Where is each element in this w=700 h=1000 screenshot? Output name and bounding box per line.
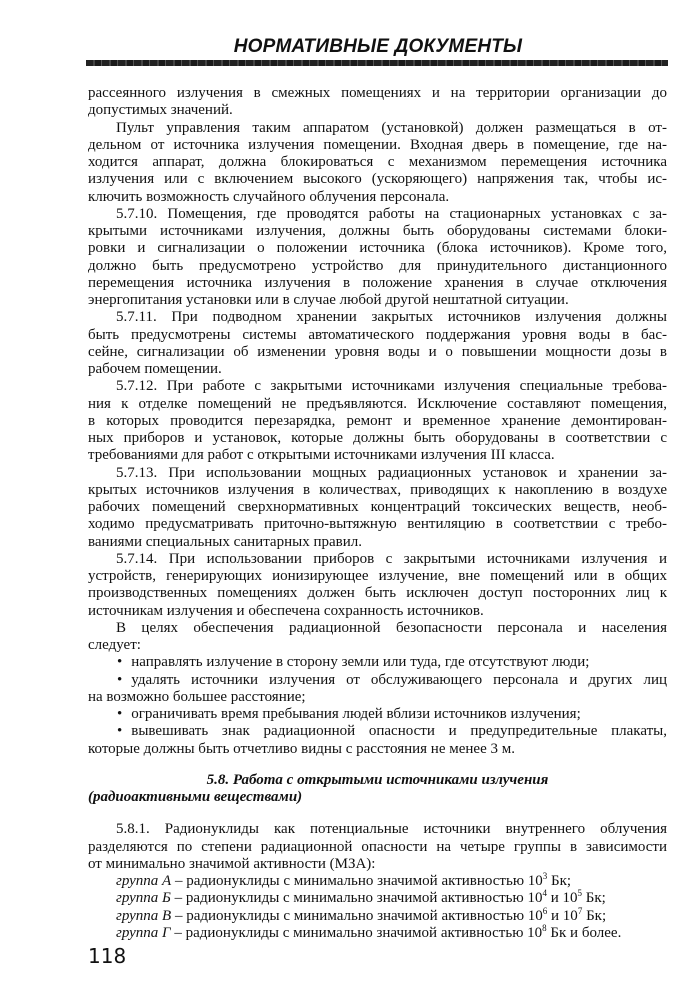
line-text: направлять излучение в сторону земли или туда, где отсутствуют люди; — [131, 654, 590, 671]
line-text: 5.7.10. Помещения, где проводятся работы на стационарных установках с за- — [116, 205, 667, 222]
text-line — [88, 637, 667, 654]
paragraph — [88, 309, 667, 378]
line-text: ходимо предусматривать приточно-вытяжную вентиляцию в соответствии с требо- — [88, 516, 667, 533]
text-line — [88, 413, 667, 430]
exponent: 5 — [577, 888, 582, 899]
line-text: дельном от источника излучения помещении. Входная дверь в помещение, где на- — [88, 136, 667, 153]
line-text: ровки и сигнализации о положении источника (блока источников). Кроме того, — [88, 240, 667, 257]
page-number: 118 — [88, 944, 127, 968]
line-text: в которых проводится перезарядка, ремонт и временное хранение демонтирован- — [88, 412, 667, 429]
line-text: производственных помещениях должен быть исключен доступ посторонних лиц к — [88, 585, 667, 602]
line-text: ключить возможность случайного облучения персонала. — [88, 188, 450, 205]
text-line — [88, 327, 667, 344]
paragraph — [88, 206, 667, 310]
text-line — [88, 85, 667, 102]
text-line — [88, 465, 667, 482]
group-text: – радионуклиды с минимально значимой активностью 10 — [170, 924, 543, 941]
running-header-title: НОРМАТИВНЫЕ ДОКУМЕНТЫ — [233, 36, 523, 57]
line-text: крытых источников излучения в количествах, приводящих к накоплению в воздухе — [88, 481, 667, 498]
group-text: – радионуклиды с минимально значимой активностью 10 — [171, 873, 543, 889]
line-text: энергопитания установки или в случае любой другой нештатной ситуации. — [88, 292, 569, 308]
text-line — [88, 275, 667, 292]
text-line — [88, 378, 667, 395]
line-text: ваниями специальных санитарных правил. — [88, 533, 362, 550]
text-line — [88, 258, 667, 275]
text-line — [88, 223, 667, 240]
paragraph — [88, 551, 667, 620]
line-text: 5.8.1. Радионуклиды как потенциальные источники внутреннего облучения — [116, 821, 667, 838]
line-text: 5.7.11. При подводном хранении закрытых источников излучения должны — [116, 309, 667, 326]
line-text: ния к отделке помещений не предъявляются. Исключение составляют помещения, — [88, 395, 667, 412]
group-text: и 10 — [547, 907, 578, 924]
text-line — [88, 430, 667, 447]
exponent: 3 — [542, 871, 548, 881]
text-line — [88, 741, 667, 758]
line-text: рассеянного излучения в смежных помещениях и на территории организации до — [88, 85, 667, 101]
paragraph — [88, 821, 667, 873]
text-line — [88, 620, 667, 637]
line-text: 5.7.14. При использовании приборов с закрытыми источниками излучения и — [116, 550, 667, 567]
group-text: и 10 — [546, 890, 578, 907]
paragraph — [88, 85, 667, 120]
line-text: 5.7.12. При работе с закрытыми источниками излучения специальные требова- — [116, 378, 667, 395]
text-line — [88, 344, 667, 361]
group-label: группа Г — [116, 924, 171, 941]
line-text: разделяются по степени радиационной опасности на четыре группы в зависимости — [88, 838, 667, 855]
line-text: Пульт управления таким аппаратом (установкой) должен размещаться в от- — [116, 119, 667, 136]
spacer — [88, 758, 667, 772]
text-line — [88, 171, 667, 188]
text-line — [88, 154, 667, 171]
line-text: ных приборов и установок, которые должны быть оборудованы в соответствии с — [88, 430, 667, 446]
paragraph — [88, 120, 667, 206]
line-text: В целях обеспечения радиационной безопасности персонала и населения — [116, 619, 667, 636]
text-line — [88, 723, 667, 740]
line-text: рабочих помещений сверхнормативных концентраций токсических веществ, необ- — [88, 499, 667, 515]
line-text: 5.8. Работа с открытыми источниками излучения — [206, 771, 549, 788]
text-line — [88, 499, 667, 516]
text-line — [88, 568, 667, 585]
bullet-item — [88, 706, 667, 723]
page-body — [88, 85, 667, 942]
line-text: 5.7.13. При использовании мощных радиационных установок и хранении за- — [116, 464, 667, 481]
group-list — [88, 873, 667, 942]
text-line — [88, 551, 667, 568]
exponent: 7 — [577, 905, 583, 916]
bullet-icon: • — [117, 671, 123, 688]
group-text: Бк; — [582, 907, 607, 924]
paragraph — [88, 378, 667, 464]
bullet-item — [88, 654, 667, 671]
line-text: ограничивать время пребывания людей вблизи источников излучения; — [131, 706, 581, 722]
line-text: (радиоактивными веществами) — [88, 789, 303, 805]
text-line — [88, 654, 667, 671]
exponent: 4 — [542, 888, 547, 899]
bullet-icon: • — [117, 654, 123, 671]
exponent: 8 — [542, 922, 547, 933]
text-line — [88, 396, 667, 413]
text-line — [88, 689, 667, 706]
heading-line — [88, 772, 667, 789]
bullet-item — [88, 672, 667, 707]
text-line — [88, 102, 667, 119]
text-line — [88, 856, 667, 873]
line-text: следует: — [88, 637, 141, 653]
paragraph — [88, 620, 667, 655]
line-text: рабочем помещении. — [88, 361, 222, 377]
line-text: источникам излучения и обеспечена сохранность источников. — [88, 602, 484, 619]
line-text: допустимых значений. — [88, 102, 233, 119]
line-text: крытыми источниками излучения, должны быть оборудованы системами блоки- — [88, 223, 667, 239]
group-label: группа А — [116, 873, 172, 889]
paragraph — [88, 465, 667, 551]
text-line — [88, 292, 667, 309]
line-text: вывешивать знак радиационной опасности и предупредительные плакаты, — [131, 723, 667, 740]
line-text: должно быть предусмотрено устройство для принудительного дистанционного — [88, 257, 667, 274]
group-text: – радионуклиды с минимально значимой активностью 10 — [170, 890, 543, 907]
text-line — [88, 120, 667, 137]
group-label: группа Б — [116, 890, 171, 907]
text-line — [88, 240, 667, 257]
line-text: ходится аппарат, должна блокироваться с механизмом перемещения источника — [88, 154, 667, 170]
text-line — [88, 482, 667, 499]
bullet-icon: • — [117, 706, 123, 722]
group-text: Бк; — [582, 890, 606, 907]
text-line — [88, 206, 667, 223]
text-line — [88, 603, 667, 620]
line-text: сейне, сигнализации об изменении уровня воды и о повышении мощности дозы в — [88, 343, 667, 360]
group-item — [88, 905, 667, 925]
spacer — [88, 806, 667, 821]
bullet-item — [88, 723, 667, 758]
group-text: Бк и более. — [546, 924, 622, 941]
text-line — [88, 189, 667, 206]
line-text: требованиями для работ с открытыми источниками излучения III класса. — [88, 447, 555, 464]
text-line — [88, 821, 667, 838]
text-line — [88, 672, 667, 689]
line-text: перемещения источника излучения в положение хранения в случае отключения — [88, 274, 667, 291]
text-line — [88, 534, 667, 551]
text-line — [88, 516, 667, 533]
text-line — [88, 137, 667, 154]
heading-line — [88, 789, 667, 806]
text-line — [88, 839, 667, 856]
group-label: группа В — [116, 907, 172, 924]
text-line — [88, 447, 667, 464]
line-text: которые должны быть отчетливо видны с расстояния не менее 3 м. — [88, 740, 515, 757]
group-item — [88, 922, 667, 942]
text-line — [88, 361, 667, 378]
text-line — [88, 585, 667, 602]
line-text: излучения или с включением высокого (ускоряющего) напряжения так, чтобы ис- — [88, 171, 667, 188]
group-text: Бк; — [547, 873, 572, 889]
text-line — [88, 309, 667, 326]
group-text: – радионуклиды с минимально значимой активностью 10 — [171, 907, 543, 924]
line-text: быть предусмотрены системы автоматического поддержания уровня воды в бас- — [88, 326, 667, 343]
line-text: устройств, генерирующих ионизирующее излучение, вне помещений или в общих — [88, 568, 667, 584]
line-text: от минимально значимой активности (МЗА): — [88, 855, 376, 872]
exponent: 6 — [542, 905, 548, 916]
header-rule — [86, 60, 668, 66]
line-text: удалять источники излучения от обслуживающего персонала и других лиц — [131, 671, 667, 688]
bullet-icon: • — [117, 723, 123, 740]
text-line — [88, 706, 667, 723]
section-heading — [88, 772, 667, 807]
line-text: на возможно большее расстояние; — [88, 688, 306, 705]
